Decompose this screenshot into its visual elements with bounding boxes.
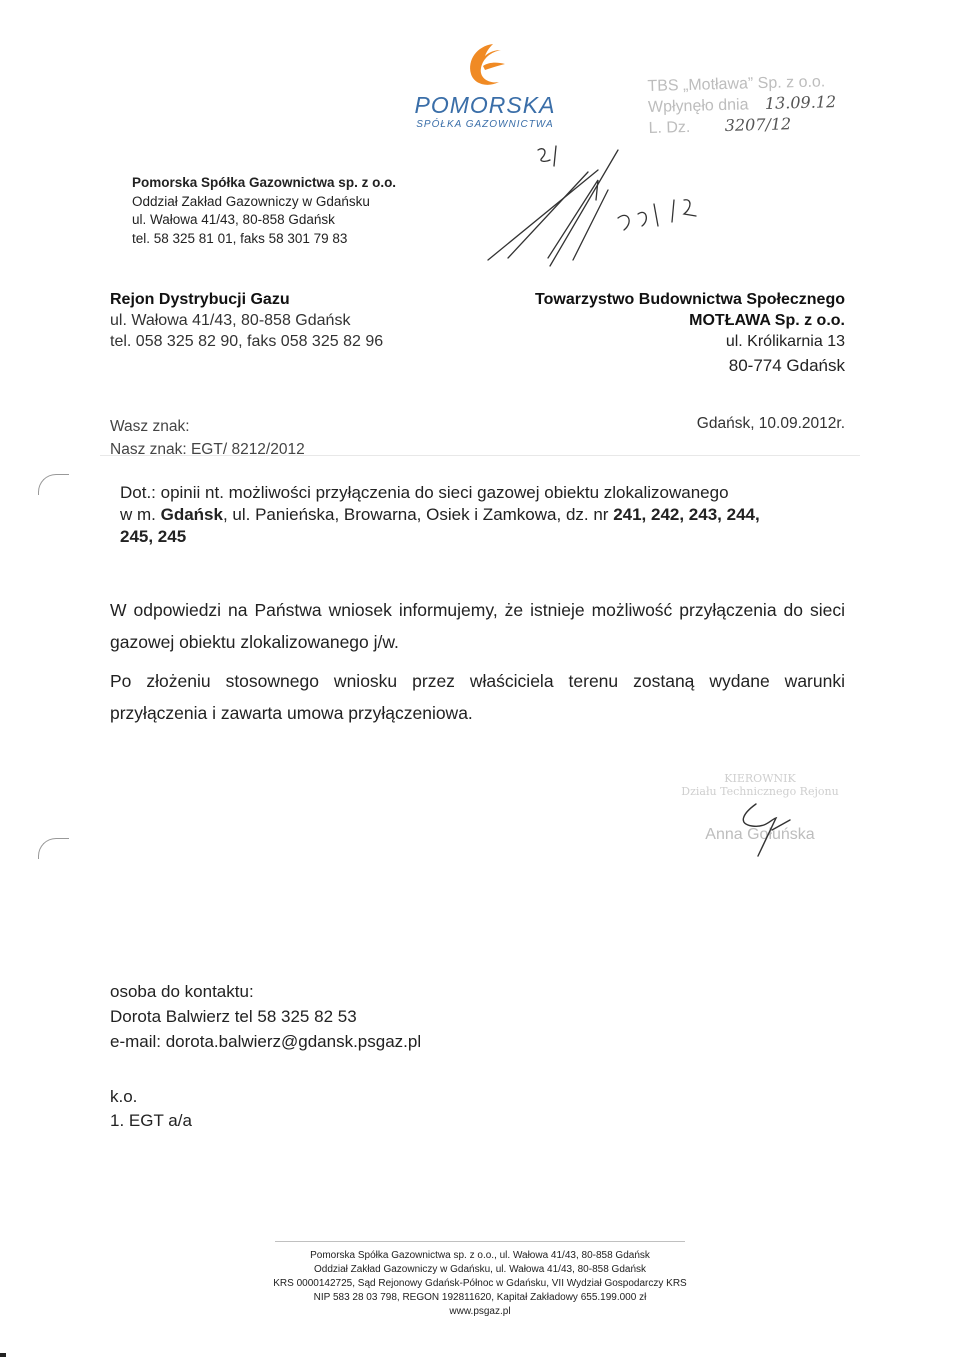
- letter-date: Gdańsk, 10.09.2012r.: [696, 415, 845, 432]
- handwritten-annotation: [478, 140, 718, 270]
- copies-label: k.o.: [110, 1087, 138, 1106]
- sender-block: [132, 174, 396, 248]
- stamp-ref-label: L. Dz.: [648, 118, 691, 138]
- footer: [260, 1249, 700, 1319]
- contact-label: osoba do kontaktu:: [110, 982, 254, 1001]
- stamp-received-date: 13.09.12: [764, 92, 837, 113]
- contact-email: e-mail: dorota.balwierz@gdansk.psgaz.pl: [110, 1032, 422, 1051]
- logo-subtitle: SPÓŁKA GAZOWNICTWA: [416, 119, 554, 130]
- scan-mark: [38, 838, 69, 859]
- stamp-ref-number: 3207/12: [724, 114, 792, 136]
- contact-person: Dorota Balwierz tel 58 325 82 53: [110, 1007, 357, 1026]
- rejon-phone: tel. 058 325 82 90, faks 058 325 82 96: [110, 333, 384, 350]
- subject-line3: 245, 245: [120, 527, 187, 546]
- stamp-company: TBS „Motława” Sp. z o.o.: [647, 73, 826, 96]
- subject-line1: Dot.: opinii nt. możliwości przyłączenia do sieci gazowej obiektu zlokalizowanego: [120, 483, 729, 502]
- footer-line1: Pomorska Spółka Gazownictwa sp. z o.o., ul. Wałowa 41/43, 80-858 Gdańsk: [310, 1250, 650, 1261]
- footer-line4: NIP 583 28 03 798, REGON 192811620, Kapitał Zakładowy 655.199.000 zł: [313, 1292, 647, 1303]
- body-paragraph-1: [110, 596, 845, 656]
- footer-line2: Oddział Zakład Gazowniczy w Gdańsku, ul. Wałowa 41/43, 80-858 Gdańsk: [313, 1264, 647, 1275]
- recipient-name-line1: Towarzystwo Budownictwa Społecznego: [535, 291, 845, 308]
- copies-block: [110, 1085, 192, 1133]
- recipient-city: 80-774 Gdańsk: [728, 356, 845, 375]
- signature-scribble: [728, 800, 798, 860]
- footer-divider: [275, 1241, 685, 1242]
- subject-line2-start: w m.: [120, 505, 161, 524]
- subject-line2-middle: , ul. Panieńska, Browarna, Osiek i Zamkowa, dz. nr: [222, 505, 614, 524]
- body-p2-line2: przyłączenia i zawarta umowa przyłączeniowa.: [110, 703, 473, 723]
- body-paragraph-2: [110, 667, 845, 727]
- rejon-address: ul. Wałowa 41/43, 80-858 Gdańsk: [110, 312, 351, 329]
- recipient-block: [535, 289, 845, 380]
- flame-logo-icon: [455, 40, 515, 92]
- signature-title: KIEROWNIK: [724, 772, 796, 785]
- our-reference: Nasz znak: EGT/ 8212/2012: [110, 441, 305, 458]
- body-p1-line2: gazowej obiektu zlokalizowanego j/w.: [110, 632, 399, 652]
- company-logo: [400, 40, 570, 132]
- subject-plots: 241, 242, 243, 244,: [613, 505, 760, 524]
- sender-phone: tel. 58 325 81 01, faks 58 301 79 83: [132, 230, 348, 246]
- subject-city: Gdańsk: [160, 505, 223, 524]
- recipient-name-line2: MOTŁAWA Sp. z o.o.: [689, 312, 845, 329]
- contact-block: [110, 979, 421, 1054]
- logo-brand: POMORSKA: [414, 92, 556, 118]
- received-stamp: [647, 71, 879, 139]
- rejon-block: [110, 289, 383, 352]
- sender-division: Oddział Zakład Gazowniczy w Gdańsku: [132, 193, 370, 209]
- footer-line3: KRS 0000142725, Sąd Rejonowy Gdańsk-Północ w Gdańsku, VII Wydział Gospodarczy KRS: [273, 1278, 687, 1289]
- copies-item: 1. EGT a/a: [110, 1111, 192, 1130]
- handwriting-scribble: [478, 140, 718, 270]
- scan-mark: [38, 474, 69, 495]
- body-p1-line1: W odpowiedzi na Państwa wniosek informujemy, że istnieje możliwość przyłączenia do sieci: [110, 600, 845, 620]
- subject-block: [120, 482, 840, 548]
- signature-dept: Działu Technicznego Rejonu: [681, 785, 839, 798]
- signature-name: Anna Gołuńska: [705, 826, 815, 843]
- footer-website: www.psgaz.pl: [449, 1306, 511, 1317]
- recipient-street: ul. Królikarnia 13: [725, 333, 845, 350]
- sender-name: Pomorska Spółka Gazownictwa sp. z o.o.: [132, 175, 397, 190]
- sender-address: ul. Wałowa 41/43, 80-858 Gdańsk: [132, 212, 335, 227]
- your-reference: Wasz znak:: [110, 418, 190, 435]
- divider: [100, 455, 860, 456]
- stamp-received-label: Wpłynęło dnia: [647, 96, 749, 117]
- handwritten-signature: [728, 800, 798, 860]
- rejon-title: Rejon Dystrybucji Gazu: [110, 291, 290, 308]
- subject-line2: [120, 504, 840, 526]
- scan-mark: [0, 1353, 6, 1357]
- body-p2-line1: Po złożeniu stosownego wniosku przez właściciela terenu zostaną wydane warunki: [110, 671, 845, 691]
